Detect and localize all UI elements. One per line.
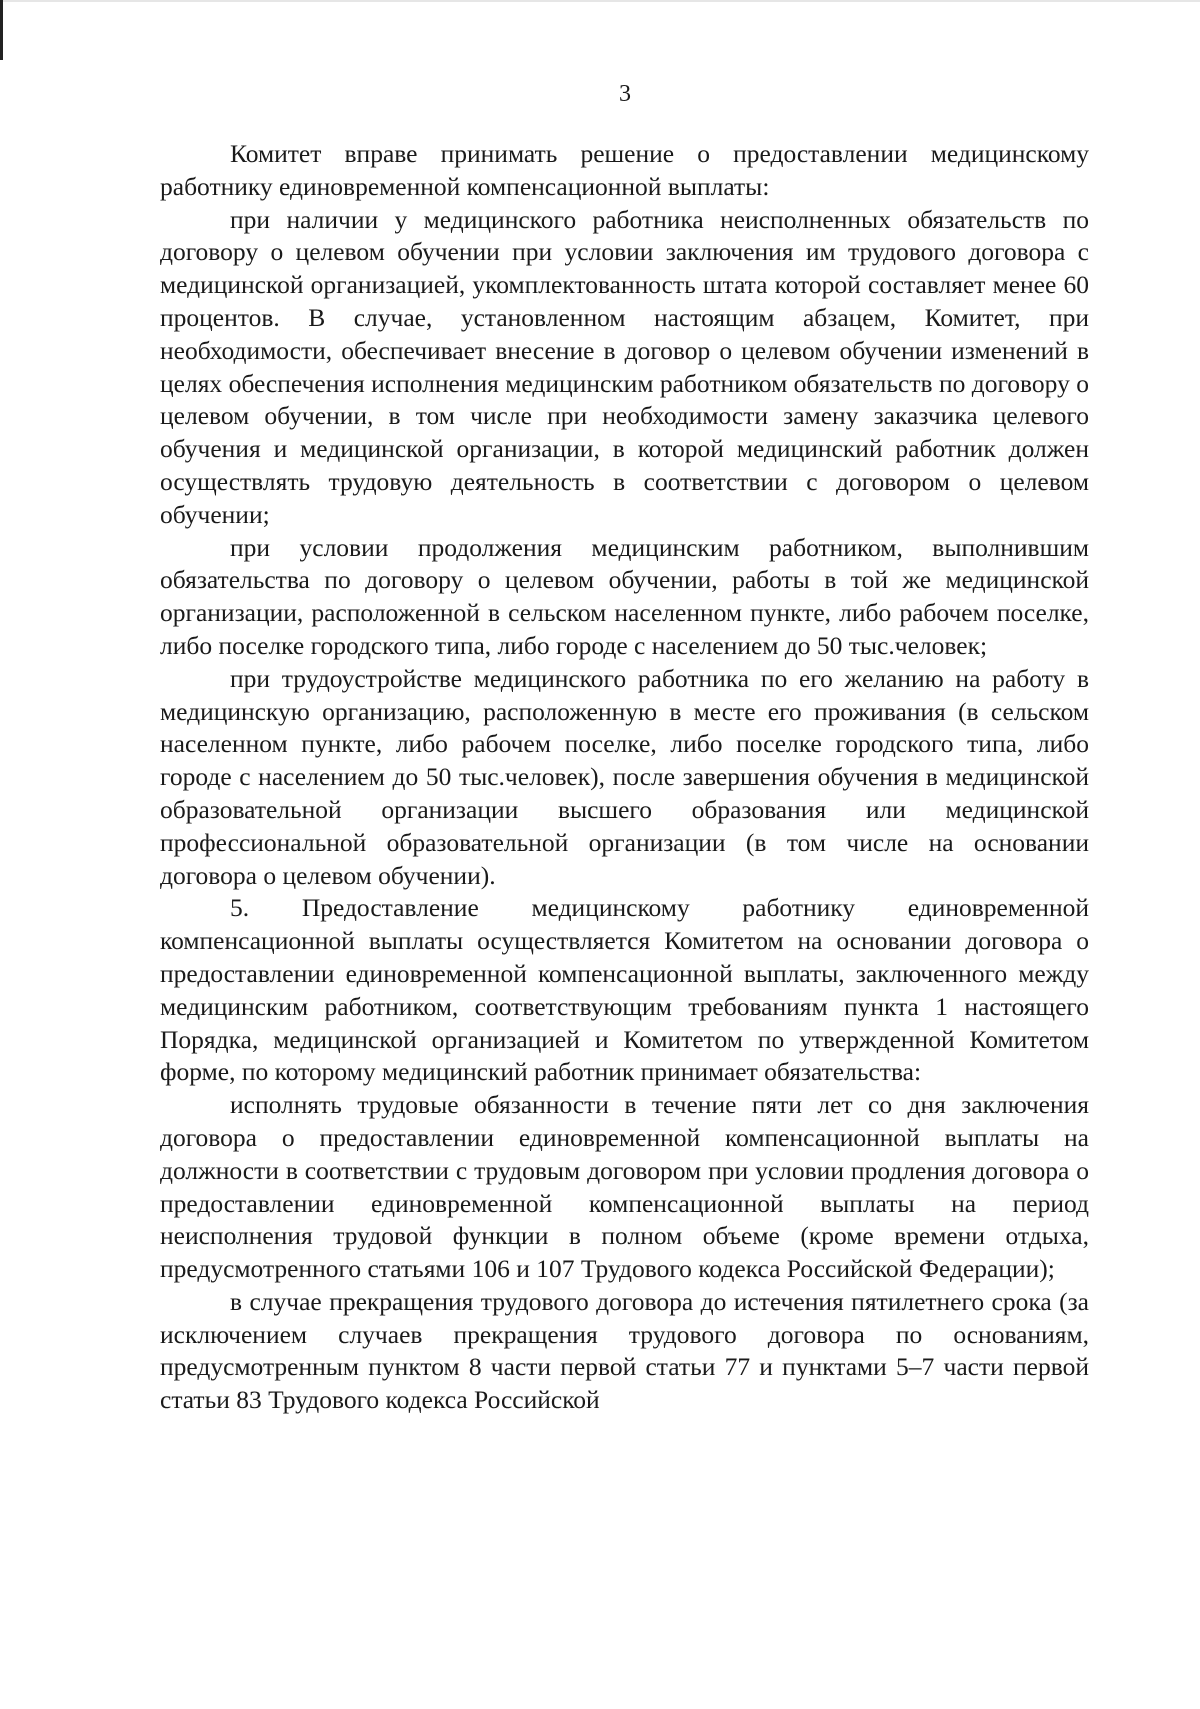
paragraph-five-year-duties: исполнять трудовые обязанности в течение пяти лет со дня заключения договора о предоставлении единовременной компенсационной выплаты на должности в соответствии с трудовым договором при условии продления договора о предоставлении единовременной компенсационной выплаты на период неисполнения трудовой функции в полном объеме (кроме времени отдыха, предусмотренного статьями 106 и 107 Трудового кодекса Российской Федерации); xyxy=(160,1090,1089,1284)
paragraph-employment-at-residence: при трудоустройстве медицинского работника по его желанию на работу в медицинскую организацию, расположенную в месте его проживания (в сельском населенном пункте, либо рабочем поселке, либо поселке городского типа, либо городе с населением до 50 тыс.человек), после завершения обучения в медицинской образовательной организации высшего образования или медицинской профессиональной образовательной организации (в том числе на основании договора о целевом обучении). xyxy=(160,663,1089,890)
paragraph-early-termination: в случае прекращения трудового договора до истечения пятилетнего срока (за исключением случаев прекращения трудового договора по основаниям, предусмотренным пунктом 8 части первой статьи 77 и пунктами 5–7 части первой статьи 83 Трудового кодекса Российской xyxy=(160,1286,1089,1415)
paragraph-item-5: 5. Предоставление медицинскому работнику единовременной компенсационной выплаты осуществляется Комитетом на основании договора о предоставлении единовременной компенсационной выплаты, заключенного между медицинским работником, соответствующим требованиям пункта 1 настоящего Порядка, медицинской организацией и Комитетом по утвержденной Комитетом форме, по которому медицинский работник принимает обязательства: xyxy=(160,893,1089,1087)
scan-top-edge xyxy=(0,0,1200,2)
paragraph-unfulfilled-obligations: при наличии у медицинского работника неисполненных обязательств по договору о целевом обучении при условии заключения им трудового договора с медицинской организацией, укомплектованность штата которой составляет менее 60 процентов. В случае, установленном настоящим абзацем, Комитет, при необходимости, обеспечивает внесение в договор о целевом обучении изменений в целях обеспечения исполнения медицинским работником обязательств по договору о целевом обучении, в том числе при необходимости замену заказчика целевого обучения и медицинской организации, в которой медицинский работник должен осуществлять трудовую деятельность в соответствии с договором о целевом обучении; xyxy=(160,204,1089,529)
page-number: 3 xyxy=(619,81,631,107)
scan-left-edge-mark xyxy=(0,0,3,60)
paragraph-committee-decision: Комитет вправе принимать решение о предоставлении медицинскому работнику единовременной компенсационной выплаты: xyxy=(160,139,1089,201)
document-body xyxy=(160,138,1089,1417)
paragraph-continued-work: при условии продолжения медицинским работником, выполнившим обязательства по договору о целевом обучении, работы в той же медицинской организации, расположенной в сельском населенном пункте, либо рабочем поселке, либо поселке городского типа, либо городе с населением до 50 тыс.человек; xyxy=(160,532,1089,660)
